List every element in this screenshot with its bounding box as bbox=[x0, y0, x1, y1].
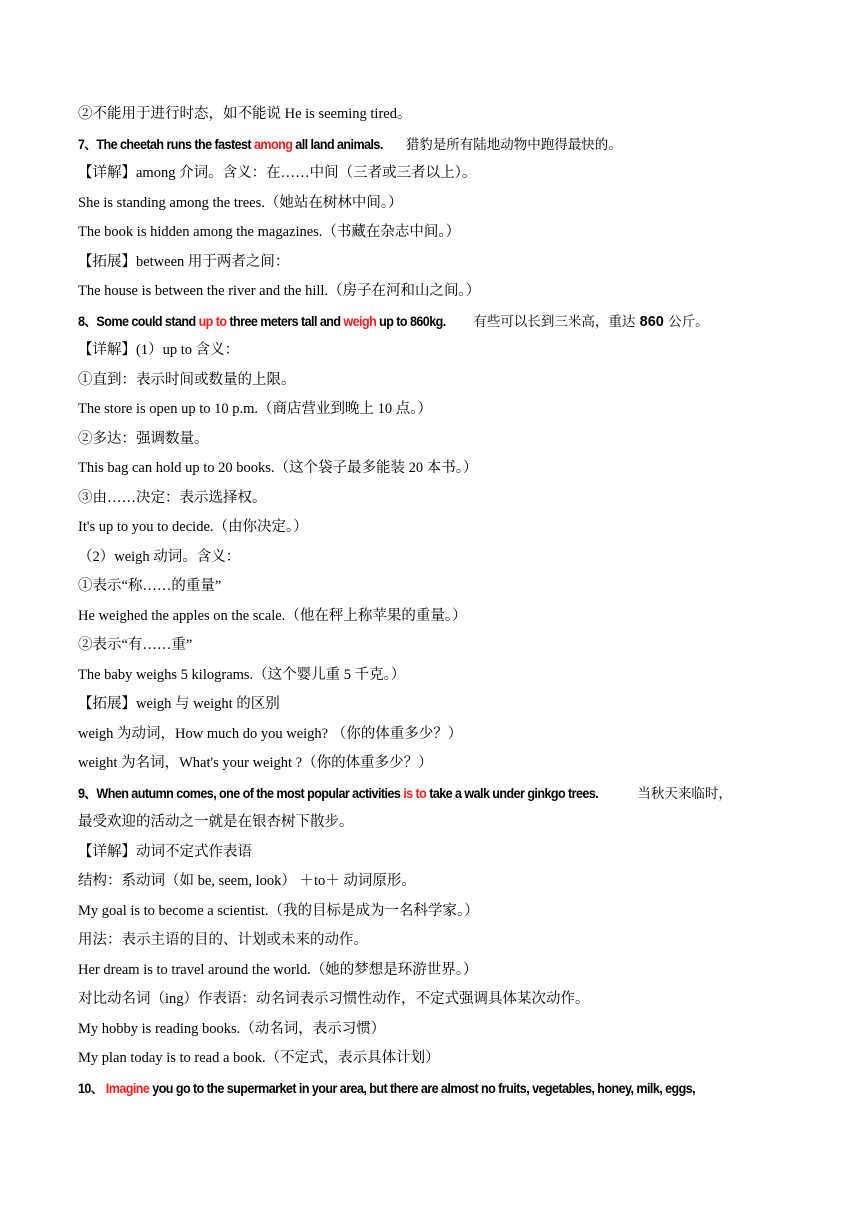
text-line: My plan today is to read a book.（不定式，表示具体计划） bbox=[78, 1050, 440, 1066]
english-sentence bbox=[78, 1074, 695, 1104]
key-phrase: up to bbox=[198, 313, 227, 329]
text-line: Her dream is to travel around the world.（她的梦想是环游世界。） bbox=[78, 961, 478, 978]
text-line: 【拓展】between 用于两者之间： bbox=[78, 253, 290, 270]
text-line: She is standing among the trees.（她站在树林中间。） bbox=[78, 194, 403, 211]
sentence-number: 8、 bbox=[78, 313, 97, 329]
text-line: ②表示“有……重” bbox=[78, 637, 193, 653]
text-line: （2）weigh 动词。含义： bbox=[78, 548, 241, 565]
sentence-number: 9、 bbox=[78, 785, 97, 801]
key-phrase: Imagine bbox=[105, 1080, 150, 1096]
sentence-text: up to 860kg. bbox=[376, 313, 446, 329]
text-line: ②多达：强调数量。 bbox=[78, 430, 209, 447]
sentence-heading bbox=[78, 130, 790, 160]
english-sentence bbox=[78, 779, 598, 809]
sentence-text: The cheetah runs the fastest bbox=[96, 136, 254, 152]
sentence-number: 7、 bbox=[78, 136, 97, 152]
text-line: 【详解】(1）up to 含义： bbox=[78, 342, 240, 358]
text-line: This bag can hold up to 20 books.（这个袋子最多能装 20 本书。） bbox=[78, 460, 478, 476]
document-page bbox=[78, 100, 790, 1103]
text-line: The baby weighs 5 kilograms.（这个婴儿重 5 千克。） bbox=[78, 666, 406, 683]
chinese-translation: 有些可以长到三米高，重达 bbox=[473, 313, 640, 330]
sentence-heading bbox=[78, 307, 790, 337]
text-line: 最受欢迎的活动之一就是在银杏树下散步。 bbox=[78, 814, 354, 830]
text-line: 【详解】动词不定式作表语 bbox=[78, 843, 252, 860]
text-line: 对比动名词（ing）作表语：动名词表示习惯性动作，不定式强调具体某次动作。 bbox=[78, 991, 590, 1007]
text-line: ①表示“称……的重量” bbox=[78, 578, 222, 594]
english-sentence bbox=[78, 307, 446, 337]
text-line: 【拓展】weigh 与 weight 的区别 bbox=[78, 696, 280, 712]
text-line: ③由……决定：表示选择权。 bbox=[78, 489, 267, 506]
text-line: 用法：表示主语的目的、计划或未来的动作。 bbox=[78, 932, 368, 948]
translation-number: 860 bbox=[639, 313, 664, 330]
key-phrase: is to bbox=[403, 785, 427, 801]
text-line: weight 为名词，What's your weight ?（你的体重多少？） bbox=[78, 755, 433, 771]
text-line: The book is hidden among the magazines.（书藏在杂志中间。） bbox=[78, 224, 461, 240]
chinese-translation: 当秋天来临时， bbox=[637, 785, 732, 802]
sentence-text: take a walk under ginkgo trees. bbox=[426, 785, 599, 801]
sentence-text: you go to the supermarket in your area, but there are almost no fruits, vegetables, honey, milk, eggs, bbox=[149, 1080, 696, 1096]
sentence-text: When autumn comes, one of the most popular activities bbox=[96, 785, 404, 801]
sentence-heading bbox=[78, 779, 790, 809]
text-line: 结构：系动词（如 be, seem, look） ＋to＋ 动词原形。 bbox=[78, 873, 416, 889]
text-line: 【详解】among 介词。含义：在……中间（三者或三者以上）。 bbox=[78, 165, 477, 181]
sentence-number: 10、 bbox=[78, 1080, 103, 1096]
text-line: The house is between the river and the hill.（房子在河和山之间。） bbox=[78, 283, 481, 299]
text-line: ②不能用于进行时态，如不能说 He is seeming tired。 bbox=[78, 106, 412, 122]
text-line: My hobby is reading books.（动名词，表示习惯） bbox=[78, 1020, 386, 1037]
chinese-translation: 猎豹是所有陆地动物中跑得最快的。 bbox=[405, 136, 622, 153]
key-phrase: weigh bbox=[343, 313, 377, 329]
sentence-text: three meters tall and bbox=[226, 313, 344, 329]
text-line: The store is open up to 10 p.m.（商店营业到晚上 10 点。） bbox=[78, 401, 433, 417]
text-line: ①直到：表示时间或数量的上限。 bbox=[78, 371, 296, 388]
sentence-text: Some could stand bbox=[96, 313, 199, 329]
text-line: It's up to you to decide.（由你决定。） bbox=[78, 519, 308, 535]
text-line: My goal is to become a scientist.（我的目标是成为一名科学家。） bbox=[78, 902, 479, 919]
sentence-text: all land animals. bbox=[292, 136, 383, 152]
chinese-translation-tail: 公斤。 bbox=[663, 313, 709, 330]
english-sentence bbox=[78, 130, 383, 160]
text-line: weigh 为动词，How much do you weigh? （你的体重多少？） bbox=[78, 725, 463, 742]
key-phrase: among bbox=[253, 136, 293, 152]
sentence-heading bbox=[78, 1074, 790, 1104]
text-line: He weighed the apples on the scale.（他在秤上称苹果的重量。） bbox=[78, 607, 467, 624]
